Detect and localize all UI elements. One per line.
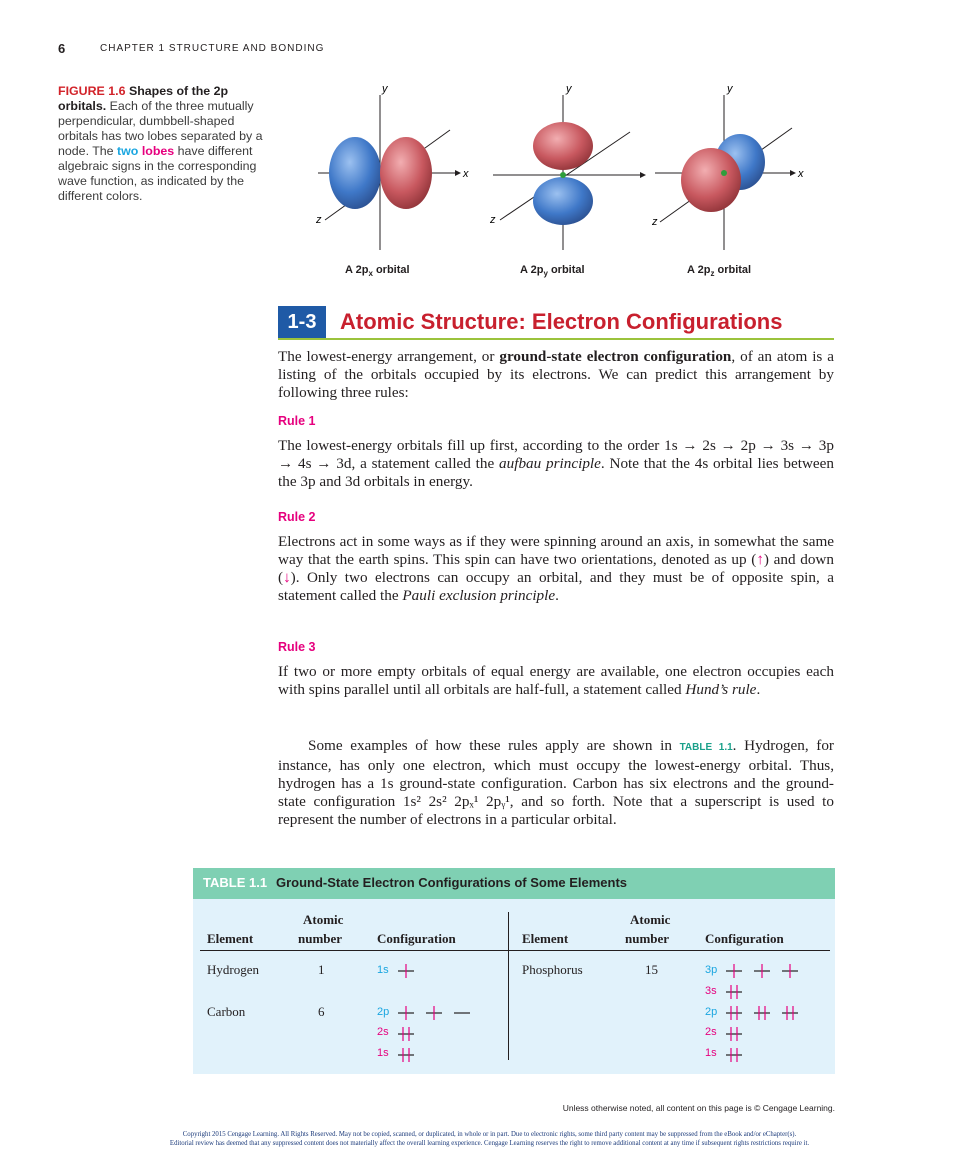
- orbital-level-label: 1s: [377, 964, 389, 976]
- orbital-level-label: 2p: [377, 1006, 390, 1018]
- col-header-number: number: [298, 931, 343, 946]
- orbital-single-electron: [426, 1006, 442, 1020]
- col-header-configuration: Configuration: [377, 931, 456, 946]
- orbital-paired-electrons: [726, 1048, 742, 1062]
- table-row-atomic-number: 6: [318, 1004, 325, 1019]
- axis-y-label: y: [727, 83, 733, 95]
- intro-paragraph: The lowest-energy arrangement, or ground-state electron configuration, of an atom is a listing of the orbitals occupied by its electrons. We can predict this arrangement by following three rules:: [278, 348, 834, 401]
- px-orbital-diagram: [315, 83, 469, 250]
- orbital-level-label: 2p: [705, 1006, 718, 1018]
- orbital-paired-electrons: [726, 1006, 742, 1020]
- orbital-level-label: 1s: [705, 1047, 717, 1059]
- section-rule: [278, 338, 834, 340]
- pz-orbital-diagram: [651, 83, 804, 250]
- col-header-number: number: [625, 931, 670, 946]
- electron-orbital-diagrams: [190, 950, 835, 1070]
- rule2-text: Electrons act in some ways as if they were spinning around an axis, in somewhat the same way that the earth spins. This spin can have two orientations, denoted as up (↑) and down (↓). Only two electrons can occupy an orbital, and they must be of opposite spin, a statement called the Pauli exclusion principle.: [278, 533, 834, 604]
- p-orbitals-figure: [300, 80, 830, 290]
- table-row-element-name: Phosphorus: [522, 962, 583, 977]
- orbital-paired-electrons: [782, 1006, 798, 1020]
- table-row-element-name: Hydrogen: [207, 962, 259, 977]
- py-orbital-diagram: [489, 83, 646, 250]
- caption-highlight-two: two: [117, 144, 139, 158]
- figure-caption: [58, 84, 263, 204]
- axis-z-label: z: [652, 216, 658, 228]
- examples-paragraph: Some examples of how these rules apply are shown in TABLE 1.1. Hydrogen, for instance, has only one electron, which must occupy the lowest-energy orbital. Thus, hydrogen has a 1s ground-state configuration. Carbon has six electrons and the ground-state configuration 1s² 2s² 2pₓ¹ 2pᵧ¹, and so forth. Note that a superscript is used to represent the number of electrons in a particular orbital.: [278, 737, 834, 828]
- rule3-text: If two or more empty orbitals of equal energy are available, one electron occupies each with spins parallel until all orbitals are half-full, a statement called Hund’s rule.: [278, 663, 834, 698]
- page-number: 6: [58, 41, 66, 56]
- orbital-paired-electrons: [398, 1048, 414, 1062]
- table-number: TABLE 1.1: [203, 875, 268, 890]
- orbital-paired-electrons: [726, 1027, 742, 1041]
- pz-orbital-label: A $2p_z$ orbital: [687, 264, 752, 279]
- caption-highlight-lobes: lobes: [141, 144, 175, 158]
- orbital-single-electron: [398, 964, 414, 978]
- content-credit-note: Unless otherwise noted, all content on this page is © Cengage Learning.: [562, 1103, 835, 1113]
- orbital-level-label: 2s: [705, 1026, 717, 1038]
- axis-z-label: z: [316, 214, 322, 226]
- table-row-atomic-number: 15: [645, 962, 658, 977]
- rule2-heading: Rule 2: [278, 510, 316, 524]
- orbital-level-label: 1s: [377, 1047, 389, 1059]
- orbital-paired-electrons: [398, 1027, 414, 1041]
- figure-title: Shapes of the 2p orbitals.: [58, 84, 229, 113]
- orbital-level-label: 3s: [705, 985, 717, 997]
- orbital-paired-electrons: [726, 985, 742, 999]
- axis-x-label: x: [463, 168, 469, 180]
- section-number: 1-3: [278, 306, 326, 338]
- orbital-level-label: 2s: [377, 1026, 389, 1038]
- caption-text-a: Each of the three mutually perpendicular, dumbbell-shaped orbitals has two lobes separated by a node. The: [58, 99, 263, 158]
- table-row-atomic-number: 1: [318, 962, 325, 977]
- section-title: Atomic Structure: Electron Configurations: [340, 309, 783, 334]
- orbital-single-electron: [398, 1006, 414, 1020]
- orbital-single-electron: [726, 964, 742, 978]
- axis-z-label: z: [490, 214, 496, 226]
- running-head: CHAPTER 1 STRUCTURE AND BONDING: [100, 43, 325, 54]
- table-reference-link: TABLE 1.1: [679, 742, 733, 753]
- orbital-single-electron: [782, 964, 798, 978]
- px-orbital-label: A $2p_x$ orbital: [345, 264, 410, 279]
- col-header-atomic: Atomic: [630, 912, 671, 927]
- caption-text-b: have different algebraic signs in the corresponding wave function, as indicated by the different colors.: [58, 144, 257, 203]
- py-orbital-label: A $2p_y$ orbital: [520, 264, 585, 279]
- spin-up-arrow: ↑: [756, 551, 764, 568]
- copyright-notice: Copyright 2015 Cengage Learning. All Rights Reserved. May not be copied, scanned, or duplicated, in whole or in part. Due to electronic rights, some third party content may be suppressed from the eBook and/or eChapter(s). Editorial review has deemed that any suppressed content does not materially affect the overall learning experience. Cengage Learning reserves the right to remove additional content at any time if subsequent rights restrictions require it.: [169, 1131, 810, 1147]
- table-row-element-name: Carbon: [207, 1004, 246, 1019]
- table-title: Ground-State Electron Configurations of Some Elements: [276, 875, 628, 890]
- axis-x-label: x: [798, 168, 804, 180]
- orbital-paired-electrons: [754, 1006, 770, 1020]
- col-header-element: Element: [522, 931, 569, 946]
- axis-y-label: y: [566, 83, 572, 95]
- col-header-element: Element: [207, 931, 254, 946]
- spin-down-arrow: ↓: [283, 569, 291, 586]
- axis-y-label: y: [382, 83, 388, 95]
- col-header-configuration: Configuration: [705, 931, 784, 946]
- figure-number: FIGURE 1.6: [58, 84, 126, 98]
- rule1-text: The lowest-energy orbitals fill up first, according to the order 1s → 2s → 2p → 3s → 3p → 4s → 3d, a statement called the aufbau principle. Note that the 4s orbital lies between the 3p and 3d orbitals in energy.: [278, 437, 834, 490]
- orbital-single-electron: [754, 964, 770, 978]
- rule3-heading: Rule 3: [278, 640, 316, 654]
- orbital-level-label: 3p: [705, 964, 718, 976]
- col-header-atomic: Atomic: [303, 912, 344, 927]
- rule1-heading: Rule 1: [278, 414, 316, 428]
